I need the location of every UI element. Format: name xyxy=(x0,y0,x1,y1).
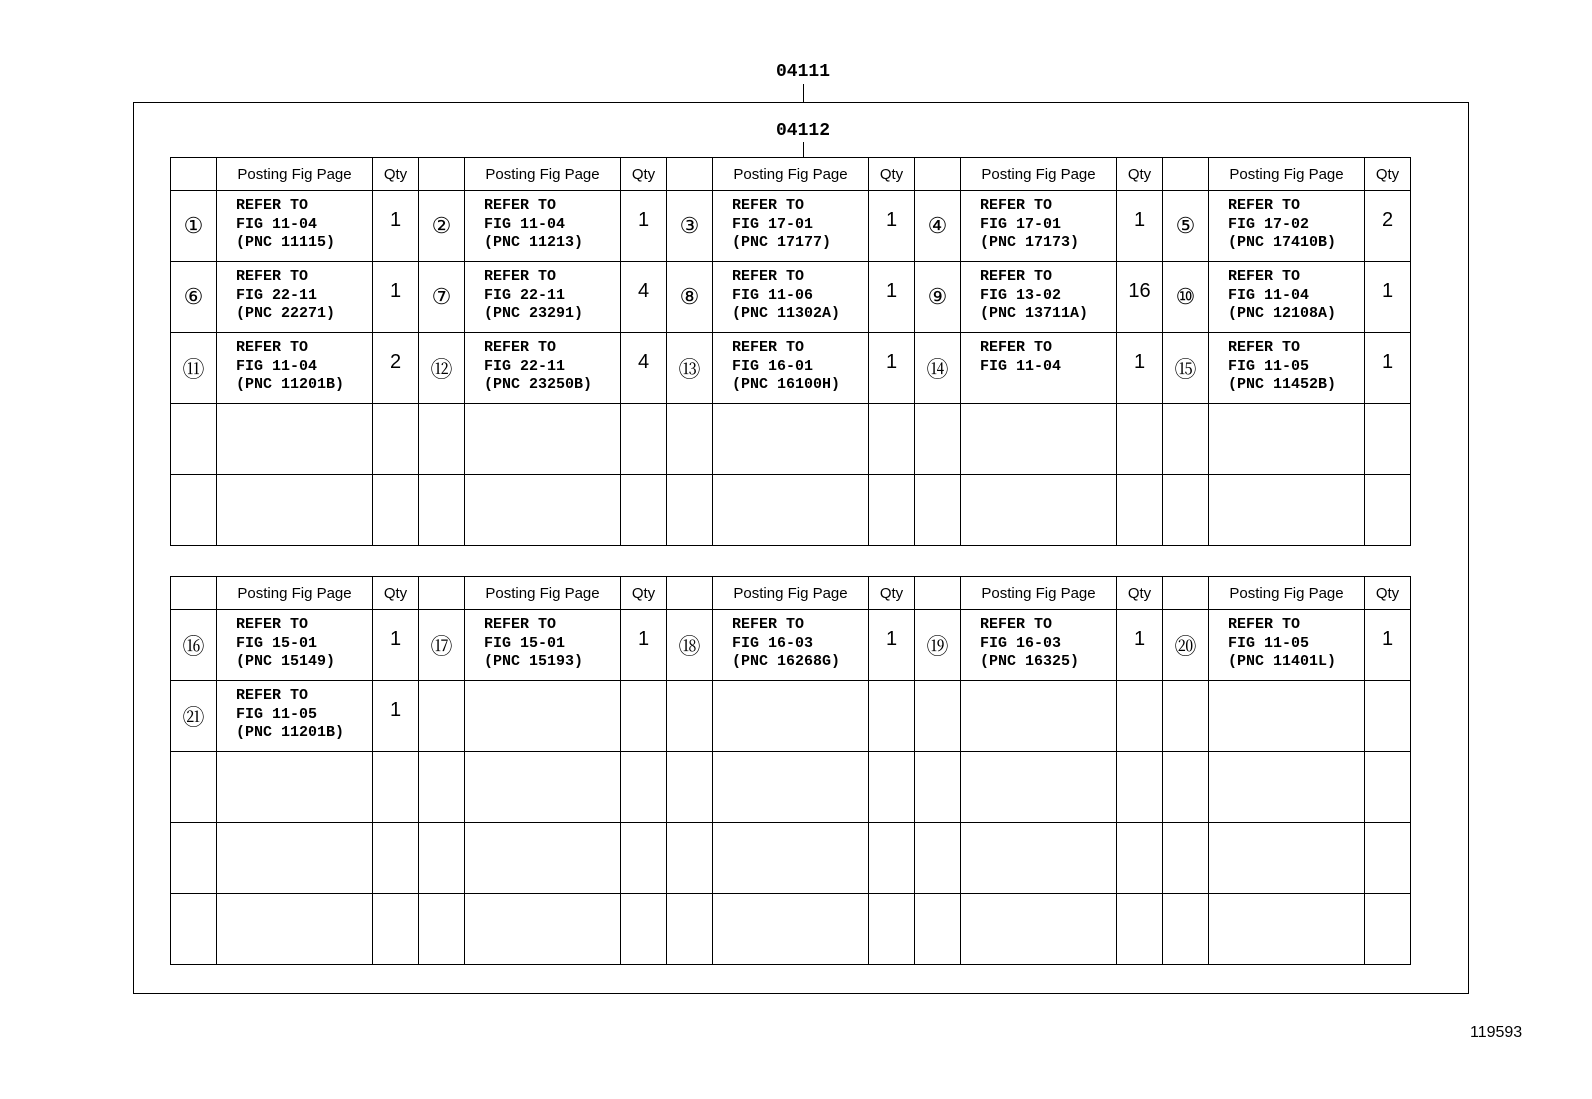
posting-reference xyxy=(961,823,1117,894)
table-row xyxy=(171,823,1411,894)
quantity xyxy=(1365,681,1411,752)
quantity xyxy=(373,475,419,546)
posting-reference xyxy=(465,752,621,823)
item-number xyxy=(915,681,961,752)
item-number xyxy=(1163,475,1209,546)
table-row xyxy=(171,681,1411,752)
posting-reference xyxy=(961,752,1117,823)
item-number: ④ xyxy=(915,191,961,262)
item-number xyxy=(1163,752,1209,823)
reference-line: REFER TO xyxy=(980,616,1053,633)
quantity xyxy=(869,823,915,894)
table-row xyxy=(171,262,1411,333)
reference-line: REFER TO xyxy=(484,197,557,214)
quantity xyxy=(869,475,915,546)
table-row xyxy=(171,333,1411,404)
leader-line-inner xyxy=(803,142,804,158)
reference-table-bottom xyxy=(170,576,1411,965)
header-posting-fig-page: Posting Fig Page xyxy=(713,577,869,610)
posting-reference xyxy=(217,681,373,752)
item-number xyxy=(419,681,465,752)
reference-line: FIG 16-03 xyxy=(732,634,814,652)
reference-line: FIG 22-11 xyxy=(236,286,318,304)
reference-line: (PNC 16100H) xyxy=(732,376,841,393)
reference-line: FIG 13-02 xyxy=(980,286,1062,304)
reference-line: REFER TO xyxy=(732,197,805,214)
posting-reference xyxy=(1209,191,1365,262)
reference-line: REFER TO xyxy=(980,339,1053,356)
header-row xyxy=(171,577,1411,610)
quantity xyxy=(1117,681,1163,752)
reference-line: FIG 17-01 xyxy=(732,215,814,233)
header-row xyxy=(171,158,1411,191)
header-number-cell xyxy=(915,158,961,191)
quantity xyxy=(1365,752,1411,823)
quantity: 1 xyxy=(1365,333,1411,404)
reference-line: (PNC 23291) xyxy=(484,305,584,322)
posting-reference xyxy=(217,262,373,333)
quantity xyxy=(1117,475,1163,546)
quantity: 1 xyxy=(1117,333,1163,404)
posting-reference xyxy=(217,823,373,894)
item-number: ⑬ xyxy=(667,333,713,404)
reference-line: FIG 11-04 xyxy=(484,215,566,233)
reference-line: REFER TO xyxy=(1228,268,1301,285)
reference-line: REFER TO xyxy=(484,616,557,633)
item-number: ⑪ xyxy=(171,333,217,404)
header-qty: Qty xyxy=(373,158,419,191)
quantity xyxy=(869,894,915,965)
item-number: ② xyxy=(419,191,465,262)
header-qty: Qty xyxy=(869,158,915,191)
quantity xyxy=(621,681,667,752)
reference-line: (PNC 15149) xyxy=(236,653,336,670)
reference-line: (PNC 16325) xyxy=(980,653,1080,670)
header-qty: Qty xyxy=(1365,158,1411,191)
posting-reference xyxy=(465,681,621,752)
item-number xyxy=(1163,404,1209,475)
leader-line-outer xyxy=(803,84,804,103)
reference-line: FIG 22-11 xyxy=(484,286,566,304)
posting-reference xyxy=(1209,262,1365,333)
posting-reference xyxy=(465,333,621,404)
item-number xyxy=(419,752,465,823)
posting-reference xyxy=(713,475,869,546)
item-number xyxy=(419,475,465,546)
reference-line: REFER TO xyxy=(1228,197,1301,214)
header-qty: Qty xyxy=(621,577,667,610)
quantity: 1 xyxy=(373,681,419,752)
reference-line: FIG 11-04 xyxy=(236,357,318,375)
reference-line: FIG 17-01 xyxy=(980,215,1062,233)
item-number xyxy=(915,752,961,823)
posting-reference xyxy=(1209,894,1365,965)
table-row xyxy=(171,191,1411,262)
item-number: ⑥ xyxy=(171,262,217,333)
reference-line: (PNC 17173) xyxy=(980,234,1080,251)
header-posting-fig-page: Posting Fig Page xyxy=(961,158,1117,191)
posting-reference xyxy=(713,262,869,333)
posting-reference xyxy=(465,404,621,475)
quantity: 4 xyxy=(621,262,667,333)
header-posting-fig-page: Posting Fig Page xyxy=(1209,158,1365,191)
posting-reference xyxy=(713,610,869,681)
figure-id: 119593 xyxy=(1470,1024,1523,1041)
item-number xyxy=(171,823,217,894)
posting-reference xyxy=(961,333,1117,404)
quantity: 1 xyxy=(621,610,667,681)
item-number: ⑤ xyxy=(1163,191,1209,262)
posting-reference xyxy=(217,894,373,965)
posting-reference xyxy=(465,262,621,333)
item-number xyxy=(667,475,713,546)
item-number xyxy=(915,404,961,475)
item-number: ⑧ xyxy=(667,262,713,333)
item-number: ⑱ xyxy=(667,610,713,681)
header-number-cell xyxy=(419,158,465,191)
posting-reference xyxy=(1209,333,1365,404)
item-number: ③ xyxy=(667,191,713,262)
header-number-cell xyxy=(667,158,713,191)
reference-table-top xyxy=(170,157,1411,546)
header-qty: Qty xyxy=(869,577,915,610)
reference-line: (PNC 13711A) xyxy=(980,305,1089,322)
reference-line: (PNC 23250B) xyxy=(484,376,593,393)
quantity xyxy=(621,894,667,965)
table-row xyxy=(171,404,1411,475)
quantity: 1 xyxy=(1365,262,1411,333)
item-number xyxy=(915,823,961,894)
quantity: 1 xyxy=(373,610,419,681)
group-label-04111: 04111 xyxy=(776,62,831,82)
reference-line: FIG 11-04 xyxy=(236,215,318,233)
quantity: 1 xyxy=(621,191,667,262)
quantity xyxy=(1365,894,1411,965)
quantity: 2 xyxy=(373,333,419,404)
reference-line: REFER TO xyxy=(236,616,309,633)
posting-reference xyxy=(465,894,621,965)
item-number: ⑮ xyxy=(1163,333,1209,404)
header-posting-fig-page: Posting Fig Page xyxy=(1209,577,1365,610)
item-number xyxy=(667,404,713,475)
item-number xyxy=(171,894,217,965)
header-qty: Qty xyxy=(1117,577,1163,610)
header-posting-fig-page: Posting Fig Page xyxy=(217,577,373,610)
quantity: 4 xyxy=(621,333,667,404)
posting-reference xyxy=(713,752,869,823)
reference-line: (PNC 11401L) xyxy=(1228,653,1337,670)
header-posting-fig-page: Posting Fig Page xyxy=(713,158,869,191)
item-number: ① xyxy=(171,191,217,262)
posting-reference xyxy=(713,404,869,475)
item-number xyxy=(667,823,713,894)
quantity xyxy=(1117,752,1163,823)
quantity: 16 xyxy=(1117,262,1163,333)
quantity: 1 xyxy=(1365,610,1411,681)
header-number-cell xyxy=(1163,158,1209,191)
reference-line: REFER TO xyxy=(1228,616,1301,633)
quantity xyxy=(1117,404,1163,475)
quantity: 2 xyxy=(1365,191,1411,262)
posting-reference xyxy=(713,823,869,894)
quantity xyxy=(1365,823,1411,894)
posting-reference xyxy=(1209,823,1365,894)
posting-reference xyxy=(961,610,1117,681)
posting-reference xyxy=(1209,752,1365,823)
reference-line: REFER TO xyxy=(980,197,1053,214)
reference-line: FIG 11-04 xyxy=(980,357,1062,375)
reference-line: REFER TO xyxy=(236,197,309,214)
quantity xyxy=(373,752,419,823)
posting-reference xyxy=(217,475,373,546)
posting-reference xyxy=(465,191,621,262)
posting-reference xyxy=(1209,681,1365,752)
quantity xyxy=(373,404,419,475)
reference-line: REFER TO xyxy=(1228,339,1301,356)
reference-line: FIG 11-05 xyxy=(1228,357,1310,375)
header-qty: Qty xyxy=(373,577,419,610)
posting-reference xyxy=(961,262,1117,333)
posting-reference xyxy=(713,191,869,262)
reference-line: REFER TO xyxy=(732,339,805,356)
item-number xyxy=(419,823,465,894)
reference-line: (PNC 11213) xyxy=(484,234,584,251)
posting-reference xyxy=(713,333,869,404)
header-qty: Qty xyxy=(1365,577,1411,610)
quantity: 1 xyxy=(1117,610,1163,681)
reference-line: FIG 11-05 xyxy=(1228,634,1310,652)
reference-line: REFER TO xyxy=(484,268,557,285)
posting-reference xyxy=(961,681,1117,752)
item-number xyxy=(171,404,217,475)
header-qty: Qty xyxy=(621,158,667,191)
reference-line: FIG 11-06 xyxy=(732,286,814,304)
reference-line: FIG 11-05 xyxy=(236,705,318,723)
posting-reference xyxy=(217,333,373,404)
reference-line: REFER TO xyxy=(980,268,1053,285)
reference-line: (PNC 12108A) xyxy=(1228,305,1337,322)
item-number: ㉑ xyxy=(171,681,217,752)
item-number xyxy=(1163,894,1209,965)
reference-line: (PNC 15193) xyxy=(484,653,584,670)
item-number xyxy=(667,752,713,823)
quantity xyxy=(373,823,419,894)
quantity: 1 xyxy=(869,262,915,333)
quantity: 1 xyxy=(373,191,419,262)
quantity xyxy=(621,752,667,823)
posting-reference xyxy=(1209,610,1365,681)
table-row xyxy=(171,610,1411,681)
posting-reference xyxy=(217,191,373,262)
header-qty: Qty xyxy=(1117,158,1163,191)
item-number xyxy=(171,475,217,546)
quantity: 1 xyxy=(1117,191,1163,262)
reference-line: (PNC 17410B) xyxy=(1228,234,1337,251)
item-number: ⑩ xyxy=(1163,262,1209,333)
group-label-04112: 04112 xyxy=(776,121,831,141)
reference-line: (PNC 11452B) xyxy=(1228,376,1337,393)
reference-line: REFER TO xyxy=(732,616,805,633)
posting-reference xyxy=(217,610,373,681)
reference-line: (PNC 16268G) xyxy=(732,653,841,670)
item-number xyxy=(419,404,465,475)
quantity xyxy=(373,894,419,965)
item-number: ⑫ xyxy=(419,333,465,404)
reference-line: (PNC 17177) xyxy=(732,234,832,251)
posting-reference xyxy=(465,823,621,894)
item-number xyxy=(171,752,217,823)
header-number-cell xyxy=(171,577,217,610)
header-number-cell xyxy=(419,577,465,610)
quantity xyxy=(869,404,915,475)
item-number xyxy=(1163,823,1209,894)
quantity: 1 xyxy=(869,333,915,404)
posting-reference xyxy=(961,475,1117,546)
posting-reference xyxy=(961,404,1117,475)
item-number: ⑳ xyxy=(1163,610,1209,681)
header-number-cell xyxy=(915,577,961,610)
header-posting-fig-page: Posting Fig Page xyxy=(217,158,373,191)
item-number: ⑦ xyxy=(419,262,465,333)
posting-reference xyxy=(1209,475,1365,546)
quantity xyxy=(621,823,667,894)
quantity: 1 xyxy=(373,262,419,333)
item-number xyxy=(667,894,713,965)
reference-line: REFER TO xyxy=(236,339,309,356)
reference-line: REFER TO xyxy=(236,268,309,285)
reference-line: FIG 16-03 xyxy=(980,634,1062,652)
reference-line: FIG 17-02 xyxy=(1228,215,1310,233)
item-number xyxy=(1163,681,1209,752)
item-number xyxy=(419,894,465,965)
table-row xyxy=(171,752,1411,823)
item-number: ⑨ xyxy=(915,262,961,333)
reference-line: (PNC 11201B) xyxy=(236,376,345,393)
reference-line: REFER TO xyxy=(484,339,557,356)
header-posting-fig-page: Posting Fig Page xyxy=(465,577,621,610)
quantity xyxy=(621,475,667,546)
posting-reference xyxy=(217,404,373,475)
reference-line: REFER TO xyxy=(732,268,805,285)
quantity xyxy=(869,752,915,823)
posting-reference xyxy=(217,752,373,823)
reference-line: FIG 22-11 xyxy=(484,357,566,375)
posting-reference xyxy=(713,894,869,965)
posting-reference xyxy=(961,191,1117,262)
reference-line: FIG 11-04 xyxy=(1228,286,1310,304)
reference-line: FIG 16-01 xyxy=(732,357,814,375)
table-row xyxy=(171,475,1411,546)
quantity: 1 xyxy=(869,191,915,262)
quantity xyxy=(1117,894,1163,965)
posting-reference xyxy=(465,610,621,681)
header-number-cell xyxy=(1163,577,1209,610)
posting-reference xyxy=(961,894,1117,965)
reference-line: REFER TO xyxy=(236,687,309,704)
item-number xyxy=(915,894,961,965)
item-number: ⑰ xyxy=(419,610,465,681)
item-number: ⑯ xyxy=(171,610,217,681)
quantity xyxy=(1365,475,1411,546)
posting-reference xyxy=(713,681,869,752)
quantity: 1 xyxy=(869,610,915,681)
item-number xyxy=(915,475,961,546)
item-number: ⑭ xyxy=(915,333,961,404)
header-number-cell xyxy=(667,577,713,610)
item-number xyxy=(667,681,713,752)
reference-line: (PNC 11201B) xyxy=(236,724,345,741)
item-number: ⑲ xyxy=(915,610,961,681)
reference-line: FIG 15-01 xyxy=(236,634,318,652)
reference-line: (PNC 11302A) xyxy=(732,305,841,322)
reference-line: FIG 15-01 xyxy=(484,634,566,652)
reference-line: (PNC 22271) xyxy=(236,305,336,322)
header-posting-fig-page: Posting Fig Page xyxy=(465,158,621,191)
header-posting-fig-page: Posting Fig Page xyxy=(961,577,1117,610)
quantity xyxy=(621,404,667,475)
quantity xyxy=(1117,823,1163,894)
reference-line: (PNC 11115) xyxy=(236,234,336,251)
posting-reference xyxy=(465,475,621,546)
table-row xyxy=(171,894,1411,965)
header-number-cell xyxy=(171,158,217,191)
quantity xyxy=(869,681,915,752)
posting-reference xyxy=(1209,404,1365,475)
quantity xyxy=(1365,404,1411,475)
